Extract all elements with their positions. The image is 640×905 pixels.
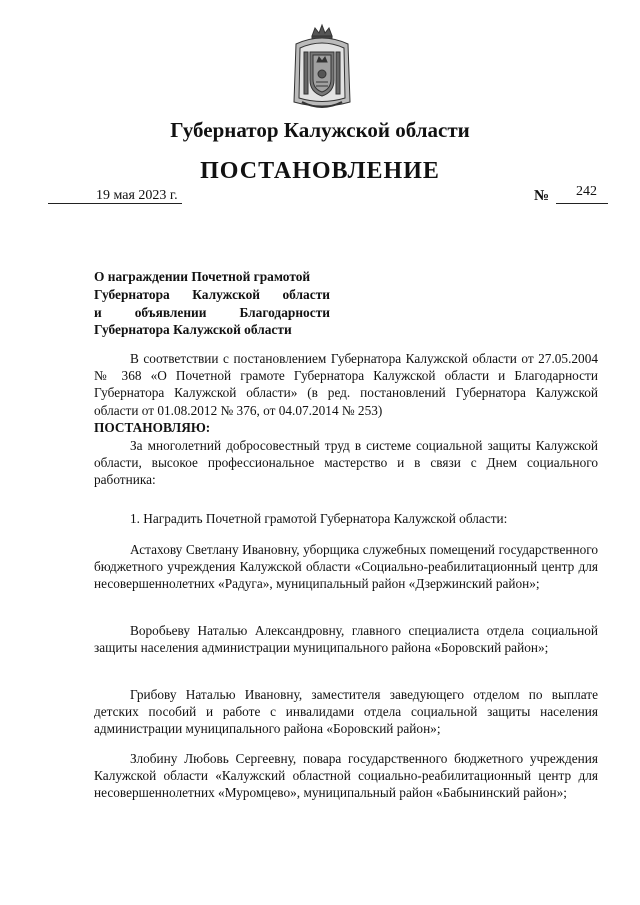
- document-number: 242: [576, 184, 597, 199]
- preamble-paragraph: В соответствии с постановлением Губернатора Калужской области от 27.05.2004 № 368 «О Почетной грамоте Губернатора Калужской области и Благодарности Губернатора Калужской области» (в ред. постановлений Губернатора Калужской области от 01.08.2012 № 376, от 04.07.2014 № 253): [94, 351, 598, 418]
- document-type: ПОСТАНОВЛЕНИЕ: [200, 158, 440, 184]
- awardee-item: Грибову Наталью Ивановну, заместителя заведующего отделом по выплате детских пособий и работе с инвалидами отдела социальной защиты населения администрации муниципального района «Боровский район»;: [94, 687, 598, 737]
- document-date: 19 мая 2023 г.: [96, 188, 178, 203]
- subject-line: и объявлении Благодарности: [94, 304, 330, 320]
- issuing-authority: Губернатор Калужской области: [170, 118, 470, 142]
- awardee-item: Астахову Светлану Ивановну, уборщика служебных помещений государственного бюджетного учреждения Калужской области «Социально-реабилитационный центр для несовершеннолетних «Радуга», муниципальный район «Дзержинский район»;: [94, 542, 598, 592]
- coat-of-arms-icon: [290, 22, 354, 114]
- awardee-item: Воробьеву Наталью Александровну, главного специалиста отдела социальной защиты населения администрации муниципального района «Боровский район»;: [94, 623, 598, 656]
- decree-word: ПОСТАНОВЛЯЮ:: [94, 420, 211, 435]
- subject-line: Губернатора Калужской области: [94, 322, 292, 338]
- subject-line: О награждении Почетной грамотой: [94, 269, 311, 284]
- clause-1: 1. Наградить Почетной грамотой Губернатора Калужской области:: [130, 511, 508, 526]
- number-label: №: [534, 188, 550, 204]
- reason-paragraph: За многолетний добросовестный труд в системе социальной защиты Калужской области, высокое профессиональное мастерство и в связи с Днем социального работника:: [94, 438, 598, 488]
- document-subject: [94, 268, 330, 339]
- number-underline: [556, 203, 608, 204]
- awardee-item: Злобину Любовь Сергеевну, повара государственного бюджетного учреждения Калужской области «Калужский областной социально-реабилитационный центр для несовершеннолетних «Муромцево», муниципальный район «Бабынинский район»;: [94, 751, 598, 801]
- subject-line: Губернатора Калужской области: [94, 286, 330, 302]
